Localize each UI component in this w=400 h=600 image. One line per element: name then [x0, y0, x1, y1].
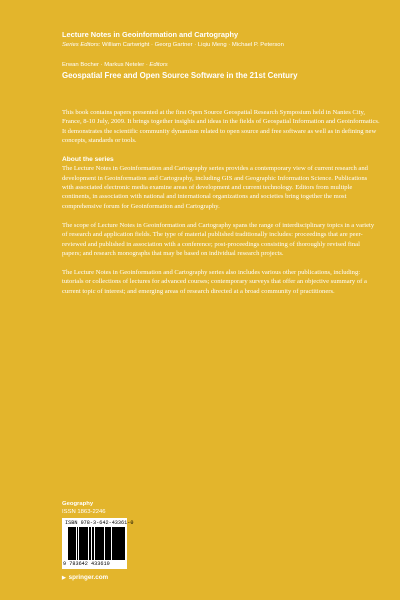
barcode-bars	[68, 527, 125, 560]
isbn-barcode	[62, 518, 134, 569]
issn-number: ISSN 1863-2246	[62, 509, 106, 515]
about-paragraph-1: The Lecture Notes in Geoinformation and Cartography series provides a contemporary view of current research and development in Geoinformation and Cartography, including GIS and Geographic Information Science. Publications with associated electronic media examine areas of development and current technology. Editors from multiple continents, in association with national and international organizations and societies bring together the most comprehensive forum for Geoinformation and Cartography.	[62, 165, 368, 210]
website-label: springer.com	[68, 574, 109, 581]
book-title: Geospatial Free and Open Source Software in the 21st Century	[62, 71, 298, 80]
about-paragraph-3: The Lecture Notes in Geoinformation and Cartography series also includes various other publications, including: tutorials or collections of lectures for advanced courses; contemporary surveys that offer an objective summary of a current topic of interest; and emerging areas of research directed at a broad community of practitioners.	[62, 269, 367, 295]
book-editors-separator: ·	[145, 62, 148, 68]
series-title: Lecture Notes in Geoinformation and Cartography	[62, 30, 239, 39]
about-paragraph-2: The scope of Lecture Notes in Geoinformation and Cartography spans the range of interdisciplinary topics in a variety of research and application fields. The type of material published traditionally includes: proceedings that are peer-reviewed and published in association with a conference; post-proceedings consisting of thoroughly revised final papers; and research monographs that may be based on individual research projects.	[62, 221, 375, 257]
subject-category: Geography	[62, 501, 94, 507]
about-series-heading: About the series	[62, 156, 114, 164]
cover-footer	[62, 500, 262, 516]
series-editors	[62, 41, 392, 50]
publisher-website[interactable]	[62, 574, 108, 582]
book-editors-label: Editors	[149, 62, 168, 68]
book-editors-names: Erwan Bocher · Markus Neteler	[62, 62, 145, 68]
barcode-digits: 9 783642 433610	[63, 561, 110, 567]
isbn-text: ISBN 978-3-642-43361-0	[65, 520, 134, 526]
series-editors-names: William Cartwright · Georg Gartner · Liqiu Meng · Michael P. Peterson	[101, 42, 284, 48]
cover-body	[62, 108, 380, 306]
book-editors	[62, 61, 392, 70]
book-description: This book contains papers presented at the first Open Source Geospatial Research Symposium held in Nantes City, France, 8-10 July, 2009. It brings together insights and ideas in the fields of Geospatial Information and Geoinformatics. It demonstrates the scientific community dynamism related to open source and free software as well as in defining new concepts, standards or tools.	[62, 109, 380, 144]
cover-header	[62, 30, 392, 81]
arrow-right-icon: ▶	[62, 575, 66, 581]
series-editors-label: Series Editors:	[62, 42, 101, 48]
